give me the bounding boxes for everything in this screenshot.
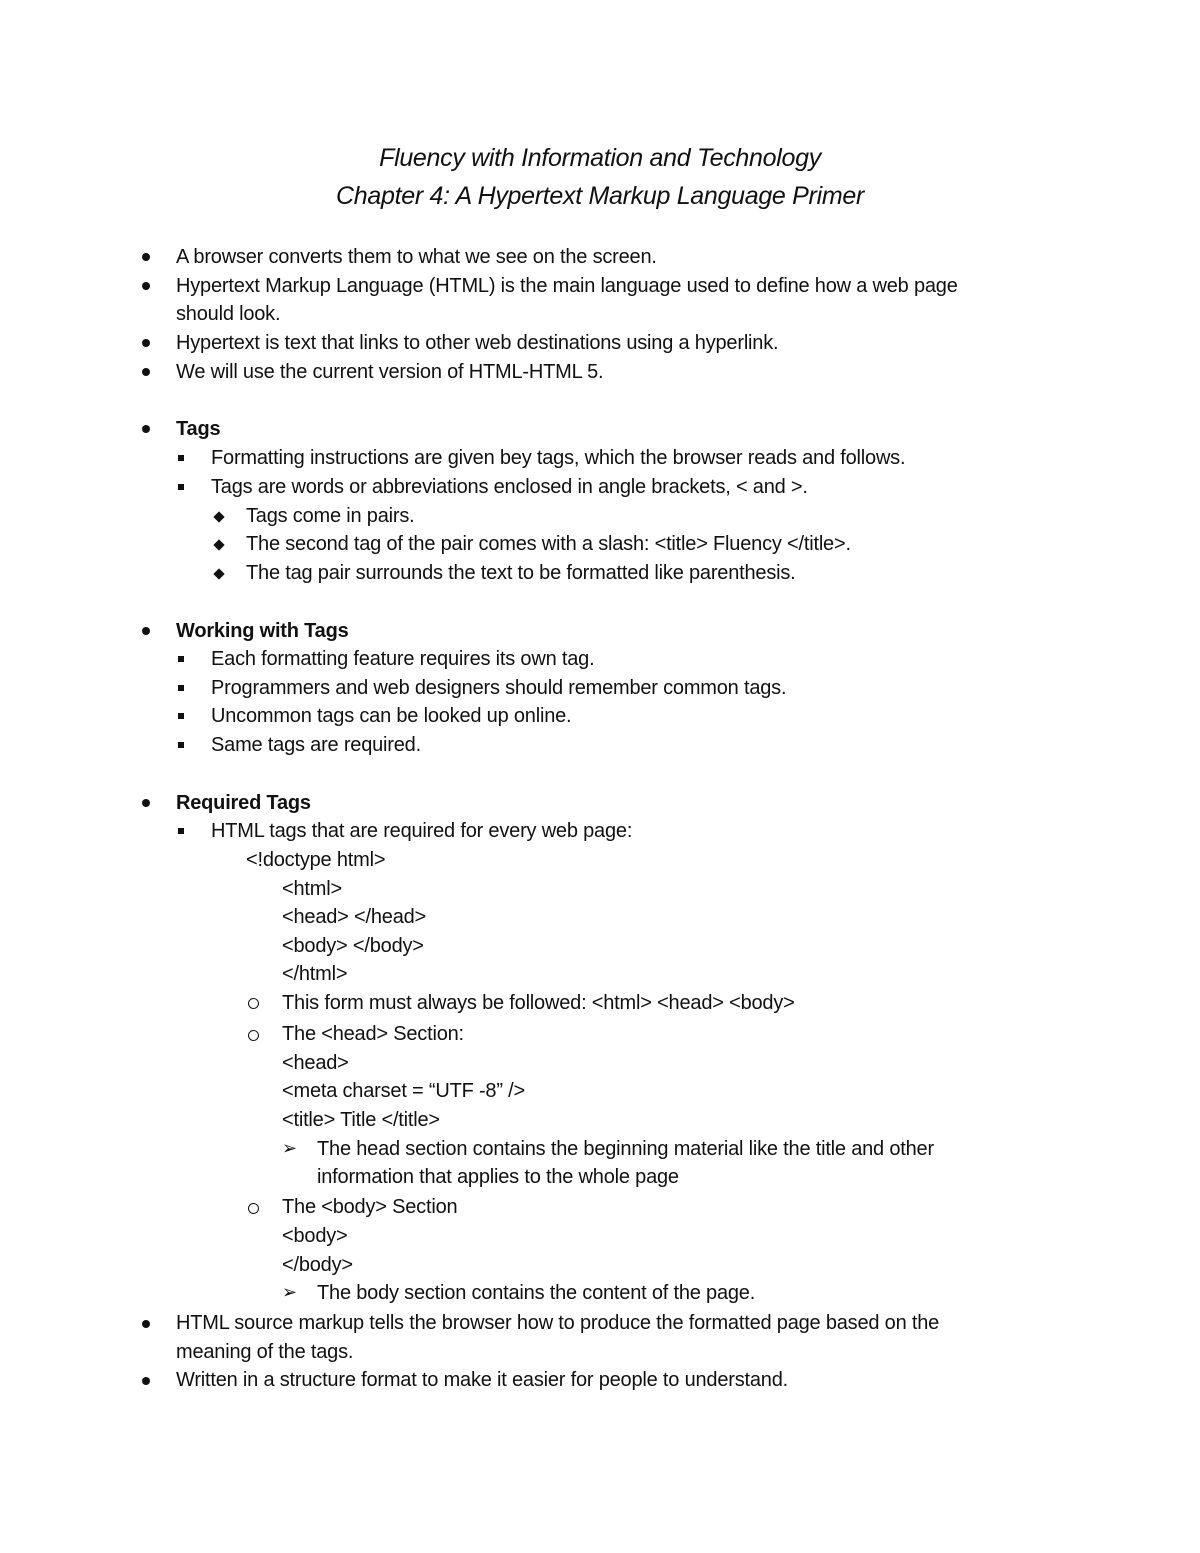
bullet-disc (142, 339, 150, 347)
bullet-square (178, 455, 184, 461)
bullet-disc (142, 368, 150, 376)
intro-text-2: Hypertext Markup Language (HTML) is the main language used to define how a web page (176, 275, 958, 297)
bullet-square (178, 713, 184, 719)
document-title: Fluency with Information and Technology (379, 144, 821, 172)
bullet-diamond (213, 568, 224, 579)
form-note: This form must always be followed: <html> <head> <body> (282, 992, 795, 1014)
body-code-2: </body> (282, 1254, 353, 1276)
working-heading: Working with Tags (176, 620, 349, 642)
bullet-disc (142, 425, 150, 433)
body-note: The body section contains the content of the page. (317, 1282, 756, 1304)
bullet-disc (142, 282, 150, 290)
arrow-bullet-icon: ➢ (282, 1282, 298, 1303)
closing-text-1-cont: meaning of the tags. (176, 1341, 354, 1363)
head-code-2: <meta charset = “UTF -8” /> (282, 1080, 526, 1102)
code-html-open: <html> (282, 878, 342, 900)
bullet-disc (142, 799, 150, 807)
working-item-2: Programmers and web designers should remember common tags. (211, 677, 787, 699)
required-heading: Required Tags (176, 792, 311, 814)
head-code-1: <head> (282, 1052, 349, 1074)
arrow-bullet-icon: ➢ (282, 1138, 298, 1159)
bullet-diamond (213, 539, 224, 550)
body-section-label: The <body> Section (282, 1196, 458, 1218)
bullet-disc (142, 253, 150, 261)
intro-text-1: A browser converts them to what we see on the screen. (176, 246, 657, 268)
working-item-1: Each formatting feature requires its own tag. (211, 648, 595, 670)
intro-text-2-cont: should look. (176, 303, 281, 325)
bullet-square (178, 685, 184, 691)
tags-item-1: Formatting instructions are given bey tags, which the browser reads and follows. (211, 447, 906, 469)
required-item: HTML tags that are required for every web page: (211, 820, 633, 842)
head-note-2: information that applies to the whole page (317, 1166, 679, 1188)
code-html-close: </html> (282, 963, 348, 985)
bullet-disc (142, 627, 150, 635)
bullet-diamond (213, 511, 224, 522)
head-note-1: The head section contains the beginning material like the title and other (317, 1138, 934, 1160)
document-subtitle: Chapter 4: A Hypertext Markup Language Primer (336, 182, 864, 210)
bullet-square (178, 656, 184, 662)
bullet-square (178, 742, 184, 748)
body-code-1: <body> (282, 1225, 348, 1247)
closing-text-2: Written in a structure format to make it easier for people to understand. (176, 1369, 789, 1391)
intro-text-4: We will use the current version of HTML-HTML 5. (176, 361, 604, 383)
tags-heading: Tags (176, 418, 221, 440)
working-item-3: Uncommon tags can be looked up online. (211, 705, 572, 727)
working-item-4: Same tags are required. (211, 734, 421, 756)
bullet-disc (142, 1320, 150, 1328)
closing-text-1: HTML source markup tells the browser how to produce the formatted page based on the (176, 1312, 940, 1334)
bullet-square (178, 828, 184, 834)
bullet-circle (248, 1203, 259, 1214)
bullet-square (178, 484, 184, 490)
bullet-circle (248, 1030, 259, 1041)
intro-text-3: Hypertext is text that links to other web destinations using a hyperlink. (176, 332, 779, 354)
tags-subitem-3: The tag pair surrounds the text to be formatted like parenthesis. (246, 562, 796, 584)
head-code-3: <title> Title </title> (282, 1109, 440, 1131)
bullet-disc (142, 1377, 150, 1385)
bullet-circle (248, 998, 259, 1009)
tags-subitem-2: The second tag of the pair comes with a slash: <title> Fluency </title>. (246, 533, 851, 555)
code-doctype: <!doctype html> (246, 849, 386, 871)
head-section-label: The <head> Section: (282, 1023, 464, 1045)
tags-subitem-1: Tags come in pairs. (246, 505, 415, 527)
tags-item-2: Tags are words or abbreviations enclosed in angle brackets, < and >. (211, 476, 808, 498)
code-body: <body> </body> (282, 935, 424, 957)
code-head: <head> </head> (282, 906, 427, 928)
